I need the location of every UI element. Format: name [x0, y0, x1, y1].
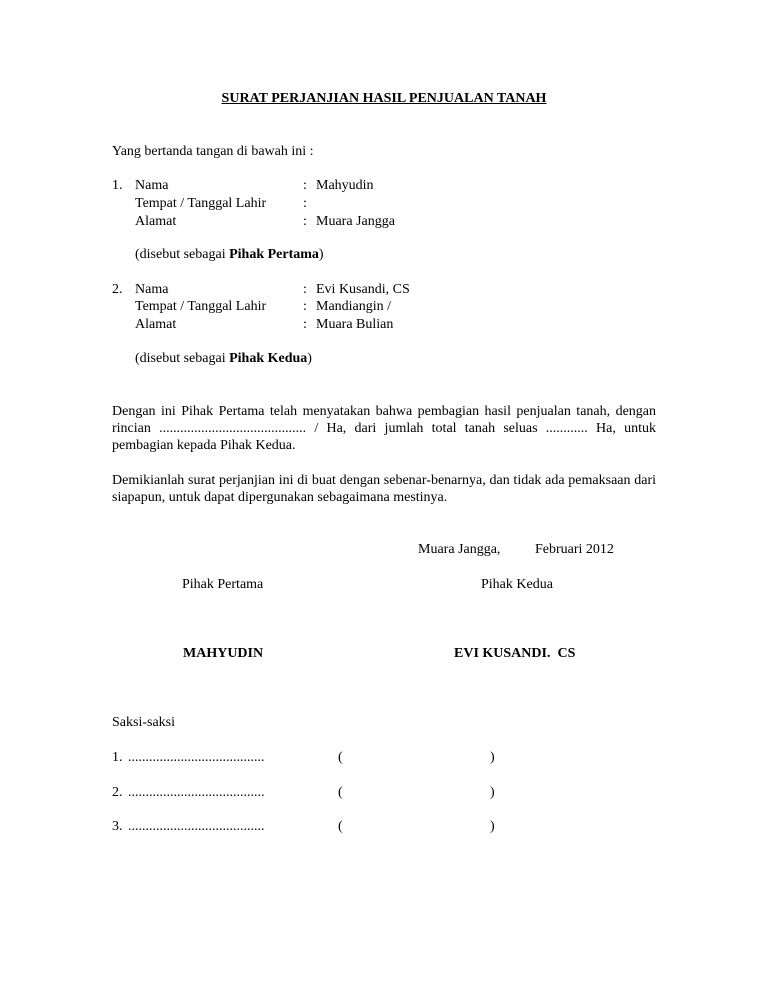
party2-address-sep: : — [303, 317, 307, 332]
witness-name-line: ....................................... — [128, 750, 265, 765]
document-title: SURAT PERJANJIAN HASIL PENJUALAN TANAH — [221, 91, 547, 106]
witness-signature-open: ( — [338, 785, 343, 800]
party1-address-sep: : — [303, 214, 307, 229]
party2-name-sep: : — [303, 282, 307, 297]
party1-address-value: Muara Jangga — [316, 214, 395, 229]
witness-signature-open: ( — [338, 819, 343, 834]
party1-address-label: Alamat — [135, 214, 177, 229]
agreement-paragraph: Dengan ini Pihak Pertama telah menyatakan bahwa pembagian hasil penjualan tanah, dengan rincian .......................................... / Ha, dari jumlah total tanah seluas ............ Ha, untuk pembagian kepada Pihak Kedua. — [112, 404, 656, 453]
second-party-role: Pihak Kedua — [481, 577, 553, 592]
party1-name-label: Nama — [135, 178, 169, 193]
party2-birth-label: Tempat / Tanggal Lahir — [135, 299, 267, 314]
party1-role: Pihak Pertama — [229, 247, 319, 262]
party1-name-value: Mahyudin — [316, 178, 374, 193]
party2-designation: (disebut sebagai Pihak Kedua) — [135, 351, 312, 366]
party1-number: 1. — [112, 178, 123, 193]
party1-name-sep: : — [303, 178, 307, 193]
first-party-role: Pihak Pertama — [182, 577, 264, 592]
party2-birth-sep: : — [303, 299, 307, 314]
intro-text: Yang bertanda tangan di bawah ini : — [112, 144, 314, 159]
first-party-name: MAHYUDIN — [183, 646, 264, 661]
party1-designation: (disebut sebagai Pihak Pertama) — [135, 247, 324, 262]
witness-signature-close: ) — [490, 785, 495, 800]
party2-name-value: Evi Kusandi, CS — [316, 282, 410, 297]
party2-birth-value: Mandiangin / — [316, 299, 392, 314]
party1-birth-label: Tempat / Tanggal Lahir — [135, 196, 267, 211]
party2-number: 2. — [112, 282, 123, 297]
witness-signature-open: ( — [338, 750, 343, 765]
party2-name-label: Nama — [135, 282, 169, 297]
witness-number: 1. — [112, 750, 123, 765]
witness-name-line: ....................................... — [128, 785, 265, 800]
signing-date: Februari 2012 — [535, 542, 614, 557]
signing-place: Muara Jangga, — [418, 542, 501, 557]
second-party-name: EVI KUSANDI. CS — [454, 646, 576, 661]
witness-name-line: ....................................... — [128, 819, 265, 834]
party2-address-value: Muara Bulian — [316, 317, 394, 332]
party1-birth-sep: : — [303, 196, 307, 211]
witness-number: 2. — [112, 785, 123, 800]
closing-paragraph: Demikianlah surat perjanjian ini di buat dengan sebenar-benarnya, dan tidak ada pemaksaan dari siapapun, untuk dapat dipergunakan sebagaimana mestinya. — [112, 473, 656, 505]
party2-address-label: Alamat — [135, 317, 177, 332]
witness-number: 3. — [112, 819, 123, 834]
party2-role: Pihak Kedua — [229, 351, 308, 366]
witness-signature-close: ) — [490, 819, 495, 834]
witnesses-heading: Saksi-saksi — [112, 715, 175, 730]
witness-signature-close: ) — [490, 750, 495, 765]
